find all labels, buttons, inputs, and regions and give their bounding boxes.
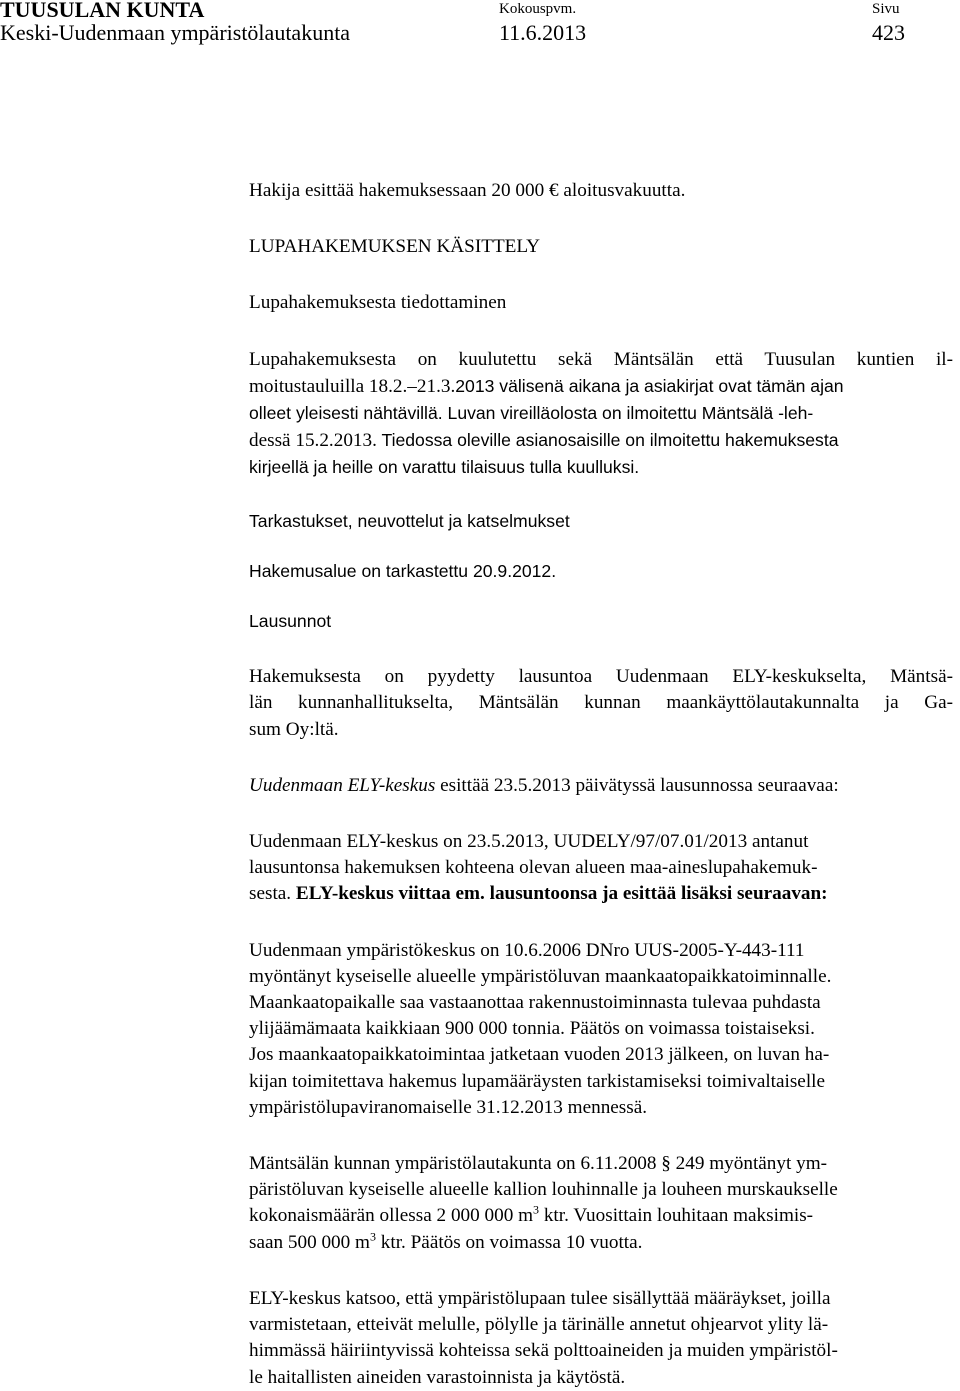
subsection-heading: Lupahakemuksesta tiedottaminen [249, 292, 507, 314]
paragraph-notification [249, 347, 953, 482]
paragraph-line: Mäntsälän kunnan ympäristölautakunta on 6.11.2008 § 249 myöntänyt ym- [249, 1153, 828, 1175]
paragraph-line: päristöluvan kyseiselle alueelle kallion louhinnalle ja louheen murskaukselle [249, 1179, 838, 1201]
paragraph-ely-statement [249, 829, 953, 908]
paragraph-line: kijan toimitettava hakemus lupamääräysten tarkistamiseksi toimivaltaiselle [249, 1070, 825, 1092]
paragraph-line: Jos maankaatopaikkatoimintaa jatketaan vuoden 2013 jälkeen, on luvan ha- [249, 1044, 830, 1066]
paragraph-line: varmistetaan, etteivät melulle, pölylle ja tärinälle annetut ohjearvot ylity lä- [249, 1314, 829, 1336]
paragraph-line: län kunnanhallitukselta, Mäntsälän kunnan maankäyttölautakunnalta ja Ga- [249, 692, 953, 714]
heading-statements [249, 608, 953, 634]
paragraph-inspections [249, 558, 953, 584]
page-header [0, 0, 960, 50]
paragraph-line: saan 500 000 $m^3$ ktr. Päätös on voimassa 10 vuotta. [249, 1229, 643, 1253]
heading-inspections [249, 508, 953, 534]
paragraph-line: Lupahakemuksesta on kuulutettu sekä Mäntsälän että Tuusulan kuntien il- [249, 348, 953, 370]
paragraph-line: olleet yleisesti nähtävillä. Luvan vireilläolosta on ilmoitettu Mäntsälä -leh- [249, 403, 814, 424]
paragraph-security [249, 178, 953, 204]
paragraph-line: sum Oy:ltä. [249, 718, 339, 740]
paragraph-line: Hakemusalue on tarkastettu 20.9.2012. [249, 560, 557, 581]
paragraph-line: Hakija esittää hakemuksessaan 20 000 € aloitusvakuutta. [249, 180, 686, 201]
meeting-date-label: Kokouspvm. [499, 1, 577, 17]
paragraph-line: sesta. ELY-keskus viittaa em. lausuntoonsa ja esittää lisäksi seuraavan: [249, 883, 828, 905]
meeting-date: 11.6.2013 [499, 20, 587, 45]
paragraph-line: kokonaismäärän ollessa 2 000 000 $m^3$ ktr. Vuosittain louhitaan maksimis- [249, 1203, 814, 1227]
page-number-label: Sivu [872, 1, 900, 17]
paragraph-line: dessä 15.2.2013. Tiedossa oleville asianosaisille on ilmoitettu hakemuksesta [249, 430, 839, 452]
paragraph-line: Hakemuksesta on pyydetty lausuntoa Uudenmaan ELY-keskukselta, Mäntsä- [249, 666, 953, 688]
paragraph-line: moitustauluilla 18.2.–21.3.2013 välisenä aikana ja asiakirjat ovat tämän ajan [249, 375, 844, 397]
paragraph-line: kirjeellä ja heille on varattu tilaisuus tulla kuulluksi. [249, 457, 640, 478]
paragraph-line: himmässä häiriintyvissä kohteissa sekä polttoaineiden ja muiden ympäristöl- [249, 1340, 838, 1362]
page-number: 423 [872, 20, 905, 45]
paragraph-line: myöntänyt kyseiselle alueelle ympäristöluvan maankaatopaikkatoiminnalle. [249, 965, 832, 987]
document-body [249, 178, 953, 1391]
paragraph-line: Uudenmaan ELY-keskus esittää 23.5.2013 päivätyssä lausunnossa seuraavaa: [249, 774, 839, 796]
paragraph-line: le haitallisten aineiden varastoinnista ja käytöstä. [249, 1366, 626, 1388]
board-name: Keski-Uudenmaan ympäristölautakunta [0, 20, 351, 45]
section-heading: LUPAHAKEMUKSEN KÄSITTELY [249, 236, 541, 258]
organization-name: TUUSULAN KUNTA [0, 0, 205, 22]
paragraph-line: ympäristölupaviranomaiselle 31.12.2013 mennessä. [249, 1096, 648, 1118]
heading-notification [249, 290, 953, 316]
paragraph-environment-centre [249, 938, 953, 1121]
paragraph-ely-intro [249, 773, 953, 799]
paragraph-mantsala-board [249, 1151, 953, 1256]
paragraph-ely-requirements [249, 1286, 953, 1391]
paragraph-line: lausuntonsa hakemuksen kohteena olevan alueen maa-aineslupahakemuk- [249, 857, 818, 879]
subsection-heading: Lausunnot [249, 611, 332, 632]
paragraph-line: Uudenmaan ELY-keskus on 23.5.2013, UUDELY/97/07.01/2013 antanut [249, 831, 809, 853]
paragraph-line: Maankaatopaikalle saa vastaanottaa rakennustoiminnasta tulevaa puhdasta [249, 992, 821, 1014]
paragraph-statements [249, 664, 953, 743]
paragraph-line: ELY-keskus katsoo, että ympäristölupaan tulee sisällyttää määräykset, joilla [249, 1287, 831, 1309]
subsection-heading: Tarkastukset, neuvottelut ja katselmukset [249, 510, 570, 531]
paragraph-line: ylijäämämaata kaikkiaan 900 000 tonnia. Päätös on voimassa toistaiseksi. [249, 1018, 815, 1040]
paragraph-line: Uudenmaan ympäristökeskus on 10.6.2006 DNro UUS-2005-Y-443-111 [249, 939, 805, 961]
heading-processing [249, 234, 953, 260]
